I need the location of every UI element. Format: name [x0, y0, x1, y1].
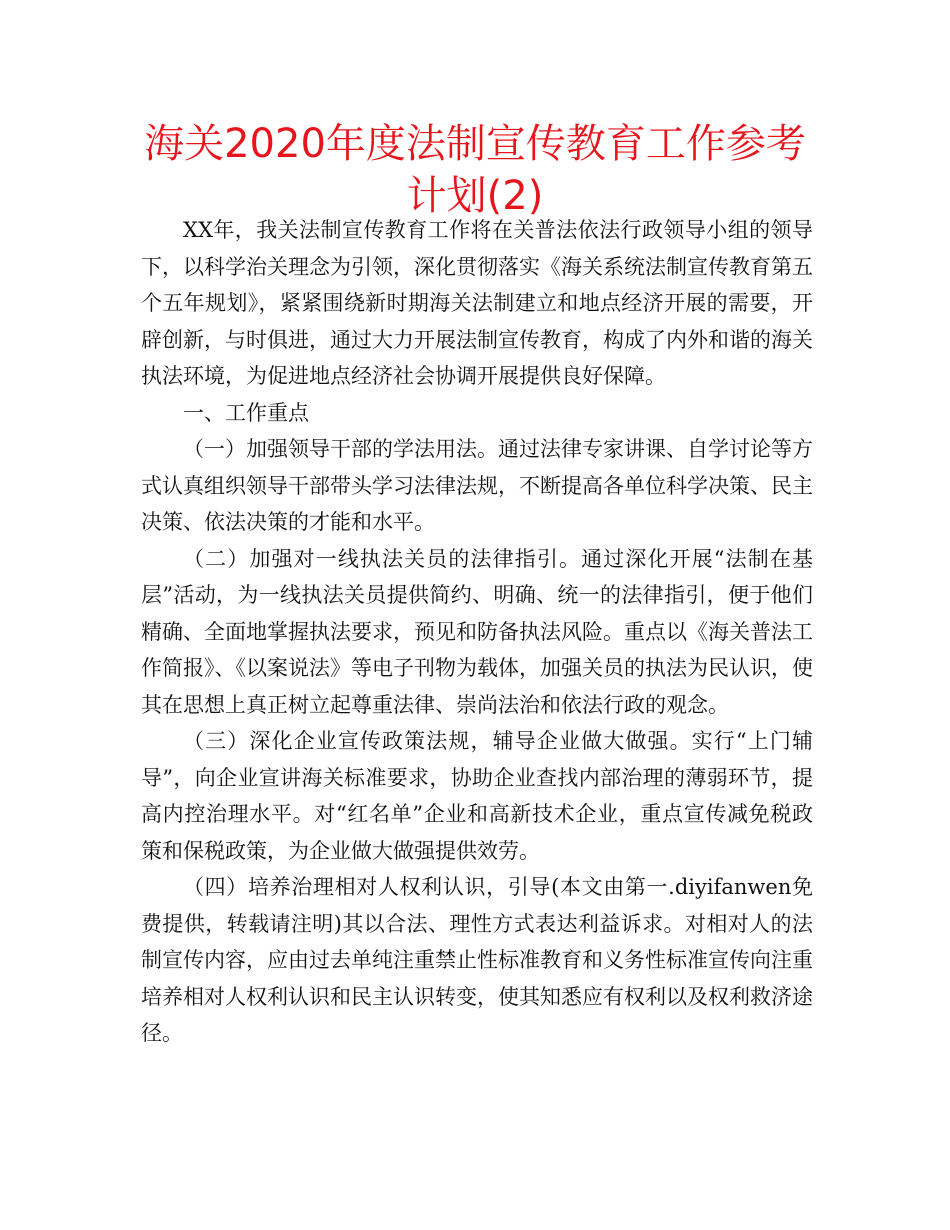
document-body [141, 212, 813, 1052]
section-heading-work-focus: 一、工作重点 [183, 400, 309, 425]
paragraph-item-3: （三）深化企业宣传政策法规，辅导企业做大做强。实行“上门辅导”，向企业宣讲海关标准要求，协助企业查找内部治理的薄弱环节，提高内控治理水平。对“红名单”企业和高新技术企业，重点宣传减免税政策和保税政策，为企业做大做强提供效劳。 [141, 729, 813, 863]
paragraph-item-2: （二）加强对一线执法关员的法律指引。通过深化开展“法制在基层”活动，为一线执法关员提供简约、明确、统一的法律指引，便于他们精确、全面地掌握执法要求，预见和防备执法风险。重点以《海关普法工作简报》、《以案说法》等电子刊物为载体，加强关员的执法为民认识，使其在思想上真正树立起尊重法律、崇尚法治和依法行政的观念。 [141, 546, 813, 717]
paragraph-item-4: （四）培养治理相对人权利认识，引导(本文由第一.diyifanwen免费提供，转载请注明)其以合法、理性方式表达利益诉求。对相对人的法制宣传内容，应由过去单纯注重禁止性标准教育和义务性标准宣传向注重培养相对人权利认识和民主认识转变，使其知悉应有权利以及权利救济途径。 [141, 875, 813, 1045]
paragraph-item-1: （一）加强领导干部的学法用法。通过法律专家讲课、自学讨论等方式认真组织领导干部带头学习法律法规，不断提高各单位科学决策、民主决策、依法决策的才能和水平。 [141, 437, 813, 534]
paragraph-intro: XX年，我关法制宣传教育工作将在关普法依法行政领导小组的领导下，以科学治关理念为引领，深化贯彻落实《海关系统法制宣传教育第五个五年规划》，紧紧围绕新时期海关法制建立和地点经济开展的需要，开辟创新，与时俱进，通过大力开展法制宣传教育，构成了内外和谐的海关执法环境，为促进地点经济社会协调开展提供良好保障。 [141, 218, 813, 388]
document-title: 海关2020年度法制宣传教育工作参考计划(2) [144, 121, 806, 219]
